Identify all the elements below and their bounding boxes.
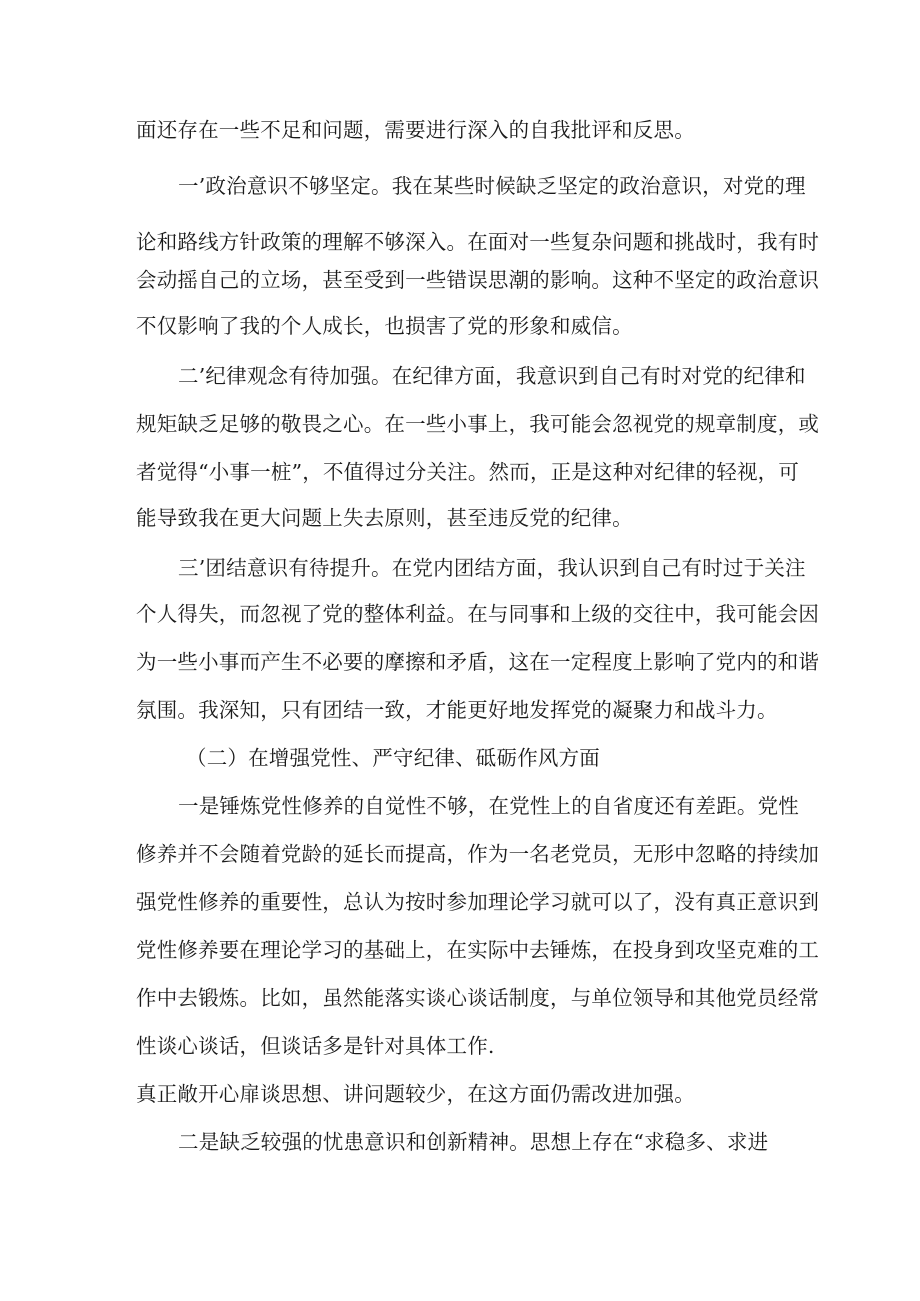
text-line: 为一些小事而产生不必要的摩擦和矛盾，这在一定程度上影响了党内的和谐 <box>136 650 820 674</box>
text-line: 强党性修养的重要性，总认为按时参加理论学习就可以了，没有真正意识到 <box>136 890 820 914</box>
text-line: 二’纪律观念有待加强。在纪律方面，我意识到自己有时对党的纪律和 <box>178 364 806 388</box>
text-line: 一’政治意识不够坚定。我在某些时候缺乏坚定的政治意识，对党的理 <box>178 174 806 198</box>
section-heading: （二）在增强党性、严守纪律、砥砺作风方面 <box>186 746 600 770</box>
text-line: 会动摇自己的立场，甚至受到一些错误思潮的影响。这种不坚定的政治意识 <box>136 268 820 292</box>
text-line: 面还存在一些不足和问题，需要进行深入的自我批评和反思。 <box>136 118 695 142</box>
text-line: 真正敞开心扉谈思想、讲问题较少，在这方面仍需改进加强。 <box>136 1082 695 1106</box>
text-line: 氛围。我深知，只有团结一致，才能更好地发挥党的凝聚力和战斗力。 <box>136 698 778 722</box>
text-line: 三’团结意识有待提升。在党内团结方面，我认识到自己有时过于关注 <box>178 556 806 580</box>
text-line: 论和路线方针政策的理解不够深入。在面对一些复杂问题和挑战时，我有时 <box>136 230 820 254</box>
text-line: 规矩缺乏足够的敬畏之心。在一些小事上，我可能会忽视党的规章制度，或 <box>136 412 820 436</box>
text-line: 个人得失，而忽视了党的整体利益。在与同事和上级的交往中，我可能会因 <box>136 602 820 626</box>
text-line: 一是锤炼党性修养的自觉性不够，在党性上的自省度还有差距。党性 <box>178 794 799 818</box>
text-line: 能导致我在更大问题上失去原则，甚至违反党的纪律。 <box>136 506 633 530</box>
text-line: 修养并不会随着党龄的延长而提高，作为一名老党员，无形中忽略的持续加 <box>136 842 820 866</box>
text-line: 二是缺乏较强的忧患意识和创新精神。思想上存在“求稳多、求进 <box>178 1130 769 1154</box>
text-line: 性谈心谈话，但谈话多是针对具体工作. <box>136 1034 495 1058</box>
text-line: 不仅影响了我的个人成长，也损害了党的形象和威信。 <box>136 314 633 338</box>
text-line: 党性修养要在理论学习的基础上，在实际中去锤炼，在投身到攻坚克难的工 <box>136 938 820 962</box>
text-line: 作中去锻炼。比如，虽然能落实谈心谈话制度，与单位领导和其他党员经常 <box>136 986 820 1010</box>
text-line: 者觉得“小事一桩”，不值得过分关注。然而，正是这种对纪律的轻视，可 <box>136 460 800 484</box>
